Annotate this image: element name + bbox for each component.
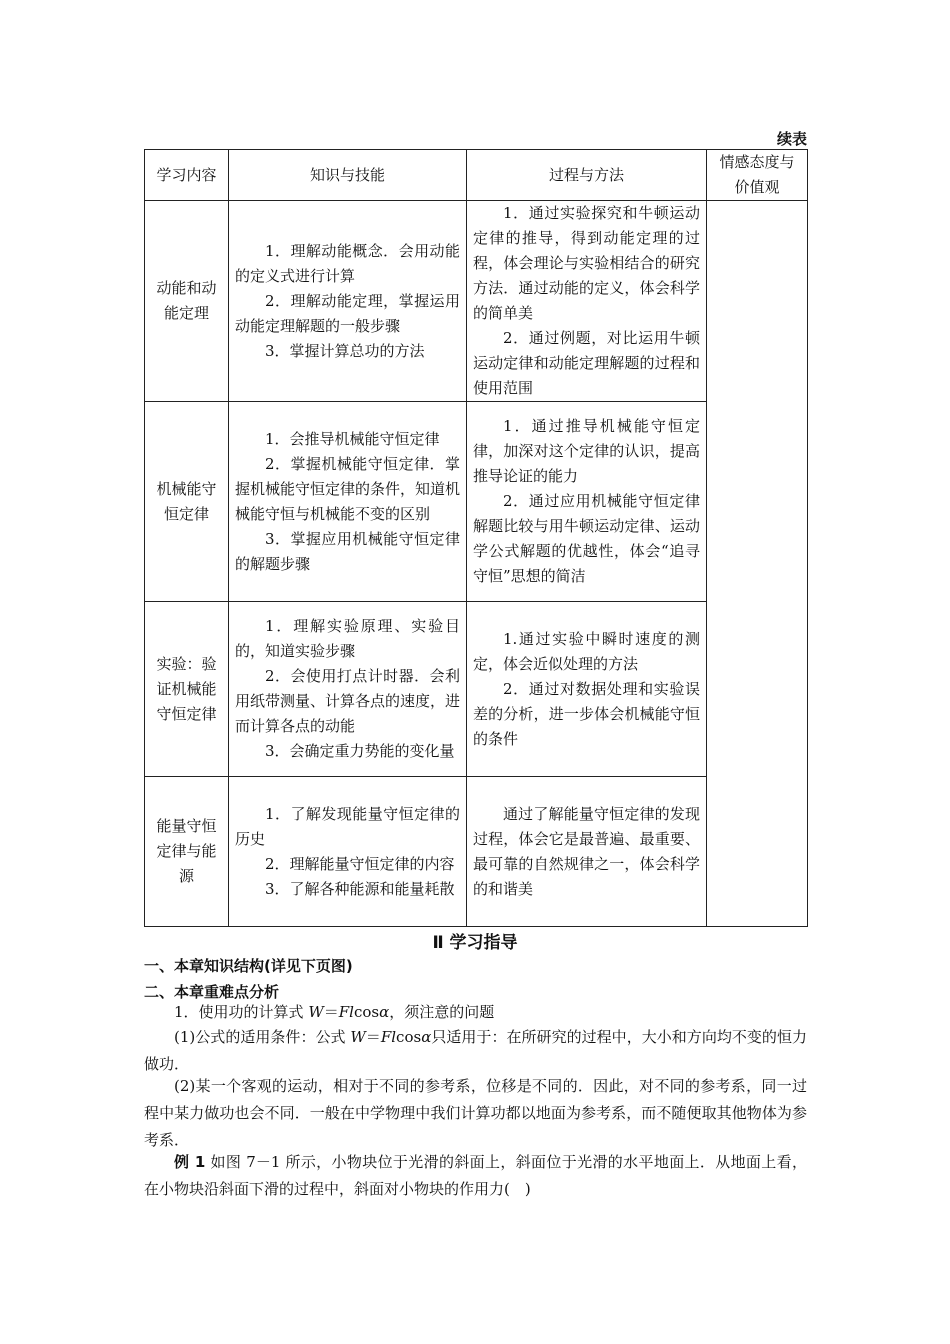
- topic-cell: 机械能守恒定律: [145, 402, 229, 602]
- skill-item: 1．了解发现能量守恒定律的历史: [235, 804, 460, 848]
- method-item: 2．通过应用机械能守恒定律解题比较与用牛顿运动定律、运动学公式解题的优越性，体会“追寻守恒”思想的简洁: [473, 492, 700, 585]
- formula-fl: Fl: [338, 1003, 354, 1021]
- method-item: 2．通过例题，对比运用牛顿运动定律和动能定理解题的过程和使用范围: [473, 329, 700, 397]
- formula-w: W: [350, 1028, 366, 1046]
- skills-cell: [229, 602, 467, 777]
- attitude-cell: [707, 201, 808, 927]
- skills-cell: [229, 201, 467, 402]
- continued-label: 续表: [776, 130, 807, 148]
- skills-cell: [229, 777, 467, 927]
- paragraph-reference-frame: (2)某一个客观的运动，相对于不同的参考系，位移是不同的．因此，对不同的参考系，同一过程中某力做功也会不同．一般在中学物理中我们计算功都以地面为参考系，而不随便取其他物体为参考系．: [144, 1077, 807, 1149]
- skill-item: 3．掌握应用机械能守恒定律的解题步骤: [235, 529, 460, 573]
- section-title: Ⅱ 学习指导: [432, 933, 518, 953]
- skill-item: 1．理解实验原理、实验目的，知道实验步骤: [235, 617, 460, 660]
- skills-cell: [229, 402, 467, 602]
- method-item: 1．通过实验探究和牛顿运动定律的推导，得到动能定理的过程，体会理论与实验相结合的研究方法．通过动能的定义，体会科学的简单美: [473, 204, 700, 322]
- paragraph-conditions: [144, 1024, 807, 1078]
- skill-item: 2．理解动能定理，掌握运用动能定理解题的一般步骤: [235, 291, 460, 335]
- skill-item: 1．会推导机械能守恒定律: [265, 429, 440, 448]
- learning-objectives-table: [144, 149, 808, 927]
- header-content: 学习内容: [145, 150, 229, 201]
- methods-cell: [467, 602, 707, 777]
- paragraph-example: [144, 1149, 807, 1203]
- skill-item: 1．理解动能概念．会用动能的定义式进行计算: [235, 241, 460, 285]
- table-row: [145, 201, 808, 402]
- formula-fl: Fl: [380, 1028, 397, 1046]
- topic-cell: 实验：验证机械能守恒定律: [145, 602, 229, 777]
- header-methods: 过程与方法: [467, 150, 707, 201]
- text-run: 1．使用功的计算式: [174, 1003, 309, 1021]
- formula-alpha: α: [379, 1003, 390, 1021]
- text-run: ＝: [323, 1003, 339, 1021]
- heading-key-points: 二、本章重难点分析: [144, 983, 280, 1001]
- example-text: 如图 7－1 所示，小物块位于光滑的斜面上，斜面位于光滑的水平地面上．从地面上看，在小物块沿斜面下滑的过程中，斜面对小物块的作用力( ): [144, 1153, 807, 1198]
- topic-cell: 能量守恒定律与能源: [145, 777, 229, 927]
- methods-cell: [467, 201, 707, 402]
- text-run: cos: [396, 1028, 422, 1046]
- text-run: ＝: [365, 1028, 381, 1046]
- skill-item: 2．掌握机械能守恒定律．掌握机械能守恒定律的条件，知道机械能守恒与机械能不变的区别: [235, 454, 461, 523]
- text-run: ，须注意的问题: [389, 1003, 495, 1021]
- table-header-row: [145, 150, 808, 201]
- header-attitude: 情感态度与价值观: [707, 150, 808, 201]
- formula-w: W: [308, 1003, 324, 1021]
- paragraph-work-formula: [144, 999, 807, 1026]
- method-item: 1．通过推导机械能守恒定律，加深对这个定律的认识，提高推导论证的能力: [473, 417, 700, 485]
- formula-alpha: α: [421, 1028, 432, 1046]
- methods-cell: [467, 777, 707, 927]
- method-item: 通过了解能量守恒定律的发现过程，体会它是最普遍、最重要、最可靠的自然规律之一，体会科学的和谐美: [473, 804, 700, 898]
- heading-knowledge-structure: 一、本章知识结构(详见下页图): [144, 957, 353, 975]
- text-run: cos: [353, 1003, 380, 1021]
- text-run: (1)公式的适用条件：公式: [174, 1028, 351, 1046]
- topic-cell: 动能和动能定理: [145, 201, 229, 402]
- skill-item: 2．理解能量守恒定律的内容: [265, 854, 455, 873]
- text-run: 只适用于：在所研究的过程中，大小和方向均不变的恒力做功．: [144, 1028, 807, 1073]
- skill-item: 3．会确定重力势能的变化量: [265, 742, 455, 760]
- method-item: 2．通过对数据处理和实验误差的分析，进一步体会机械能守恒的条件: [473, 679, 700, 748]
- methods-cell: [467, 402, 707, 602]
- header-skills: 知识与技能: [229, 150, 467, 201]
- method-item: 1.通过实验中瞬时速度的测定，体会近似处理的方法: [473, 629, 700, 673]
- skill-item: 3．了解各种能源和能量耗散: [265, 879, 455, 898]
- example-label: 例 1: [174, 1153, 206, 1171]
- skill-item: 2．会使用打点计时器．会利用纸带测量、计算各点的速度，进而计算各点的动能: [235, 667, 461, 735]
- skill-item: 3．掌握计算总功的方法: [265, 341, 425, 360]
